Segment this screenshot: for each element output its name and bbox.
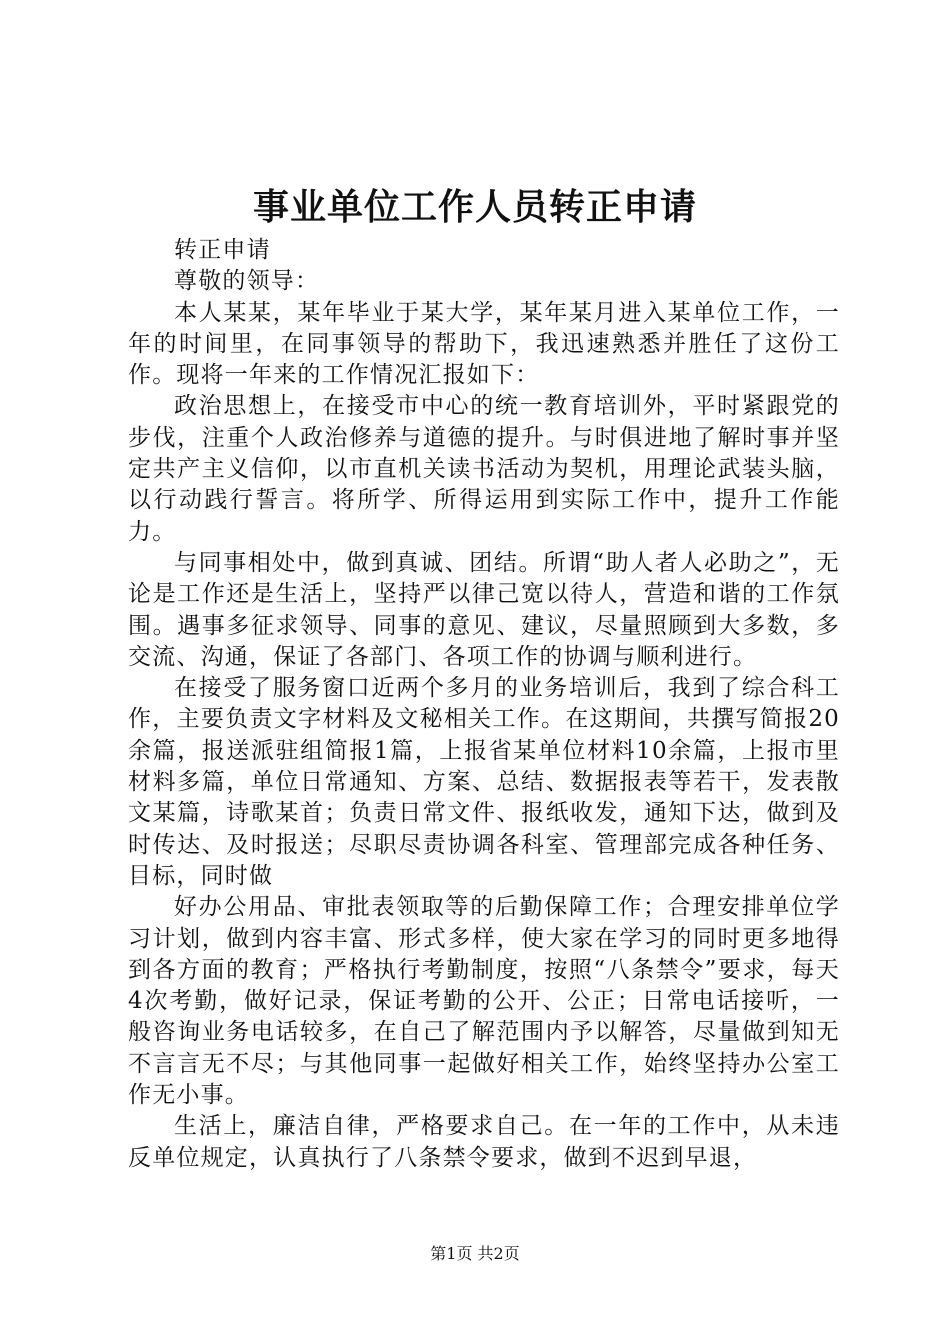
paragraph-life: 生活上，廉洁自律，严格要求自己。在一年的工作中，从未违反单位规定，认真执行了八条禁令要求，做到不迟到早退， [128,1113,840,1171]
paragraph-politics: 政治思想上，在接受市中心的统一教育培训外，平时紧跟党的步伐，注重个人政治修养与道德的提升。与时俱进地了解时事并坚定共产主义信仰，以市直机关读书活动为契机，用理论武装头脑，以行动践行誓言。将所学、所得运用到实际工作中，提升工作能力。 [128,393,840,545]
paragraph-heading: 转正申请 [174,237,271,263]
page-footer: 第1页 共2页 [430,1244,520,1263]
document-body [128,235,840,1174]
paragraph-work: 在接受了服务窗口近两个多月的业务培训后，我到了综合科工作，主要负责文字材料及文秘相关工作。在这期间，共撰写简报20余篇，报送派驻组简报1篇，上报省某单位材料10余篇，上报市里材料多篇，单位日常通知、方案、总结、数据报表等若干，发表散文某篇，诗歌某首；负责日常文件、报纸收发，通知下达，做到及时传达、及时报送；尽职尽责协调各科室、管理部完成各种任务、目标，同时做 [128,675,840,889]
document-title: 事业单位工作人员转正申请 [252,186,697,228]
paragraph-colleagues: 与同事相处中，做到真诚、团结。所谓“助人者人必助之”，无论是工作还是生活上，坚持严以律己宽以待人，营造和谐的工作氛围。遇事多征求领导、同事的意见、建议，尽量照顾到大多数，多交流、沟通，保证了各部门、各项工作的协调与顺利进行。 [128,549,840,670]
paragraph-intro: 本人某某，某年毕业于某大学，某年某月进入某单位工作，一年的时间里，在同事领导的帮助下，我迅速熟悉并胜任了这份工作。现将一年来的工作情况汇报如下： [128,299,840,389]
paragraph-salutation: 尊敬的领导： [174,268,320,295]
paragraph-logistics: 好办公用品、审批表领取等的后勤保障工作；合理安排单位学习计划，做到内容丰富、形式多样，使大家在学习的同时更多地得到各方面的教育；严格执行考勤制度，按照“八条禁令”要求，每天4次考勤，做好记录，保证考勤的公开、公正；日常电话接听，一般咨询业务电话较多，在自己了解范围内予以解答，尽量做到知无不言言无不尽；与其他同事一起做好相关工作，始终坚持办公室工作无小事。 [128,894,840,1109]
